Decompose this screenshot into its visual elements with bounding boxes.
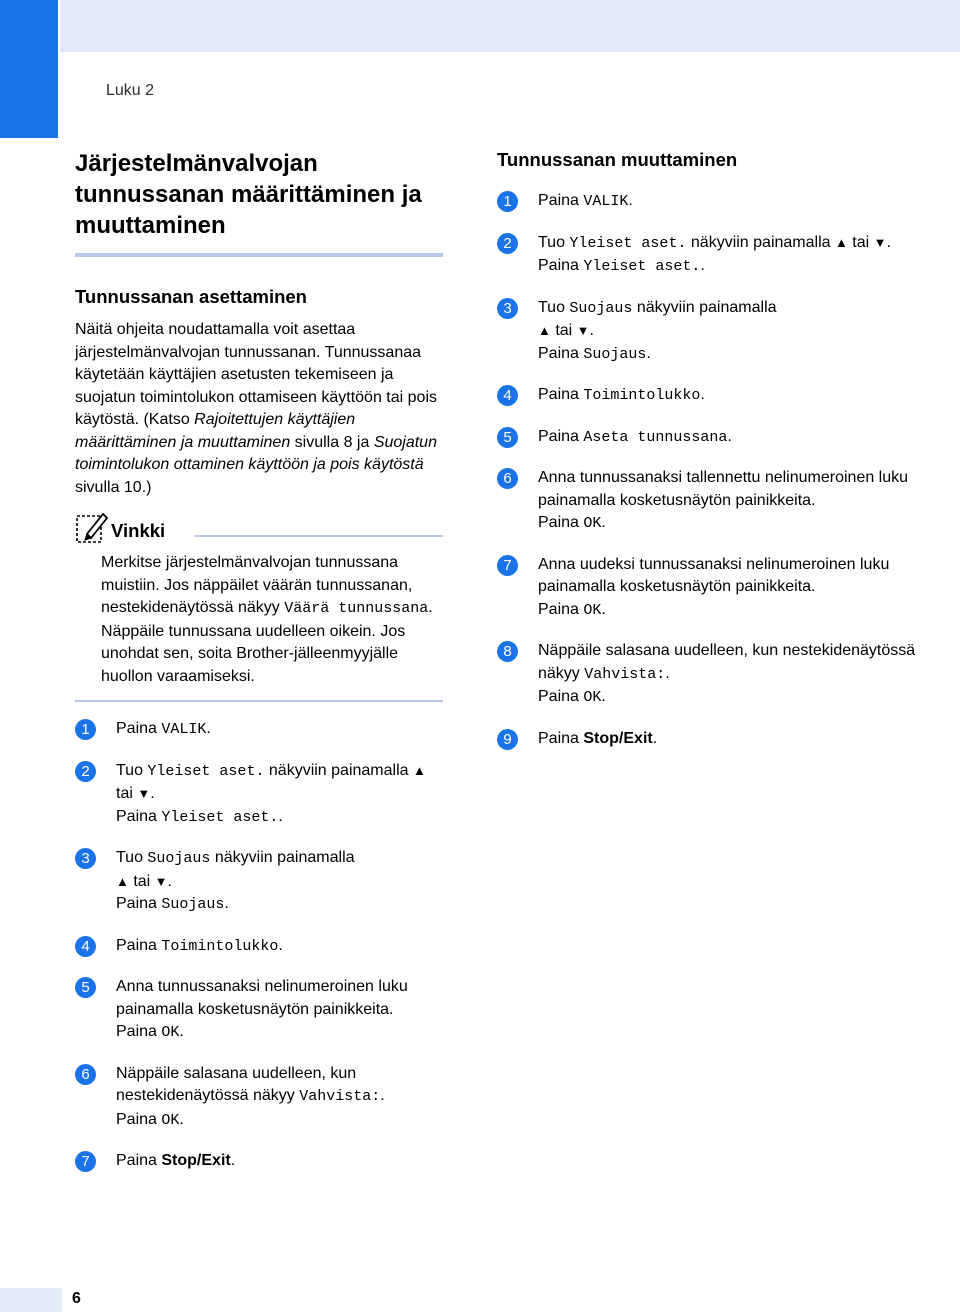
step-text: Paina Stop/Exit. (116, 1152, 236, 1169)
up-arrow-icon: ▲ (116, 873, 129, 889)
step-number-badge: 1 (497, 191, 518, 212)
step-text: Tuo Suojaus näkyviin painamalla ▲ tai ▼. Paina Suojaus. (116, 849, 355, 913)
title-rule (75, 253, 443, 257)
step-text: Paina VALIK. (116, 720, 211, 738)
note-title: Vinkki (111, 520, 166, 541)
step-number-badge: 8 (497, 641, 518, 662)
step-text: Tuo Yleiset aset. näkyviin painamalla ▲ tai ▼. Paina Yleiset aset.. (538, 233, 891, 275)
step-item (75, 1150, 443, 1173)
step-text: Paina VALIK. (538, 192, 633, 210)
subsection-title-change: Tunnussanan muuttaminen (497, 149, 738, 170)
set-password-steps (75, 718, 443, 1173)
note-lcd-message: Väärä tunnussana (284, 600, 429, 617)
intro-text-2: sivulla 8 ja (290, 433, 374, 451)
note-box (75, 511, 443, 702)
step-item (75, 1063, 443, 1133)
step-item (497, 467, 917, 536)
step-number-badge: 6 (75, 1064, 96, 1085)
step-number-badge: 5 (75, 977, 96, 998)
step-number-badge: 4 (75, 936, 96, 957)
step-text: Paina Toimintolukko. (116, 936, 283, 955)
step-number-badge: 4 (497, 385, 518, 406)
step-text: Anna tunnussanaksi nelinumeroinen luku painamalla kosketusnäytön painikkeita. Paina OK. (116, 978, 408, 1041)
step-text: Näppäile salasana uudelleen, kun nestekidenäytössä näkyy Vahvista:. Paina OK. (538, 642, 916, 706)
change-password-steps (497, 190, 917, 750)
step-item (497, 426, 917, 450)
step-item (497, 297, 917, 367)
section-title: Järjestelmänvalvojan tunnussanan määrittäminen ja muuttaminen (75, 150, 422, 239)
note-body (75, 552, 443, 688)
page-number: 6 (72, 1290, 81, 1307)
step-text: Paina Toimintolukko. (538, 386, 705, 404)
step-item (75, 976, 443, 1045)
left-column (75, 148, 443, 1191)
step-number-badge: 3 (497, 298, 518, 319)
step-text: Tuo Suojaus näkyviin painamalla ▲ tai ▼. Paina Suojaus. (538, 298, 777, 363)
step-number-badge: 1 (75, 719, 96, 740)
step-number-badge: 2 (497, 233, 518, 254)
chapter-tab-marker (0, 0, 58, 138)
step-text: Paina Stop/Exit. (538, 729, 658, 747)
step-number-badge: 6 (497, 468, 518, 489)
step-item (75, 760, 443, 830)
step-text: Anna tunnussanaksi tallennettu nelinumeroinen luku painamalla kosketusnäytön painikkeita. Paina OK. (538, 469, 909, 532)
note-text-2: . Näppäile tunnussana uudelleen oikein. Jos unohdat sen, soita Brother-jälleenmyyjälle huollon varaamiseksi. (101, 599, 433, 685)
intro-reference-2: Suojatun toimintolukon ottaminen käyttöön ja pois käytöstä (75, 433, 437, 473)
chapter-label: Luku 2 (106, 82, 155, 99)
step-item (75, 935, 443, 959)
step-number-badge: 3 (75, 848, 96, 869)
up-arrow-icon: ▲ (834, 234, 848, 250)
step-number-badge: 7 (75, 1151, 96, 1172)
down-arrow-icon: ▼ (154, 873, 168, 889)
step-number-badge: 2 (75, 761, 96, 782)
step-text: Näppäile salasana uudelleen, kun nestekidenäytössä näkyy Vahvista:. Paina OK. (116, 1064, 385, 1129)
step-item (497, 728, 917, 751)
note-text-1: Merkitse järjestelmänvalvojan tunnussana muistiin. Jos näppäilet väärän tunnussanan, nestekidenäytössä näkyy (101, 554, 413, 616)
subsection-title-set: Tunnussanan asettaminen (75, 286, 307, 307)
intro-text-1: Näitä ohjeita noudattamalla voit asettaa järjestelmänvalvojan tunnussanan. Tunnussanaa käytetään käyttäjien asetusten tekemiseen ja suojatun toimintolukon ottamiseen käyttöön tai pois käytöstä. (Katso (75, 321, 437, 428)
header-band (60, 0, 960, 52)
step-item (75, 718, 443, 742)
step-item (497, 232, 917, 279)
step-item (75, 847, 443, 917)
step-number-badge: 7 (497, 555, 518, 576)
note-header (75, 511, 443, 547)
right-column (497, 148, 917, 768)
step-text: Paina Aseta tunnussana. (538, 427, 732, 446)
up-arrow-icon: ▲ (412, 762, 426, 778)
step-number-badge: 9 (497, 729, 518, 750)
step-item (497, 384, 917, 408)
step-text: Anna uudeksi tunnussanaksi nelinumeroinen luku painamalla kosketusnäytön painikkeita. Paina OK. (538, 555, 890, 619)
down-arrow-icon: ▼ (137, 786, 151, 801)
intro-paragraph (75, 319, 443, 499)
down-arrow-icon: ▼ (576, 323, 590, 338)
step-item (497, 640, 917, 710)
step-text: Tuo Yleiset aset. näkyviin painamalla ▲ tai ▼. Paina Yleiset aset.. (116, 761, 426, 826)
footer-band (0, 1288, 62, 1312)
pencil-note-icon (75, 510, 109, 549)
note-rule-top (195, 535, 443, 537)
intro-text-3: sivulla 10.) (75, 478, 152, 496)
intro-reference-1: Rajoitettujen käyttäjien määrittäminen ja muuttaminen (75, 411, 356, 451)
step-item (497, 190, 917, 214)
down-arrow-icon: ▼ (873, 234, 887, 250)
step-item (497, 554, 917, 623)
step-number-badge: 5 (497, 427, 518, 448)
up-arrow-icon: ▲ (538, 323, 551, 338)
note-rule-bottom (75, 700, 443, 702)
